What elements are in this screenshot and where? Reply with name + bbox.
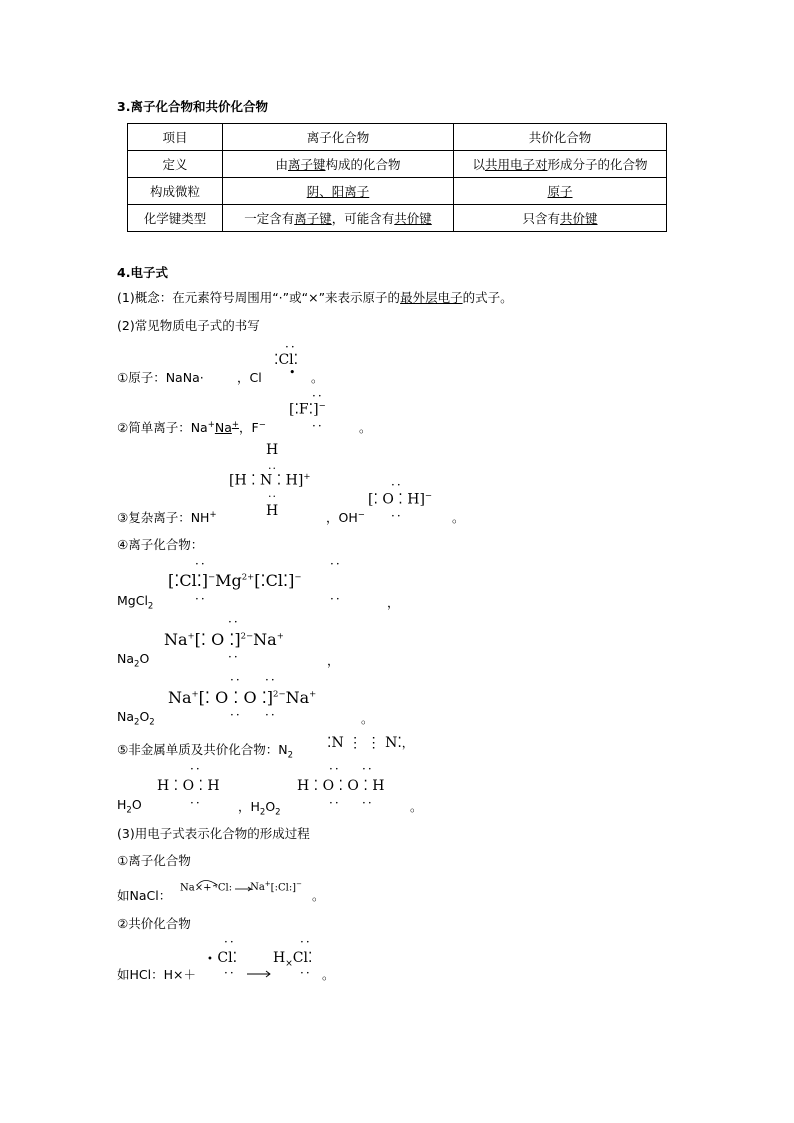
nh4-bottom-h: H [266, 503, 279, 519]
blank-answer: 最外层电子 [400, 290, 463, 305]
h2o2-label: ，$H_2O_2$ [238, 799, 281, 818]
table-row [128, 205, 667, 232]
na2o-formula: Na+[⁚ O ⁚]$^{2-}$Na+ [164, 630, 284, 649]
electron-dots: ·· [228, 615, 240, 629]
electron-dots: ·· [268, 490, 277, 503]
h2o-label: $H_2O$ [117, 797, 142, 816]
table-header: 共价化合物 [454, 124, 667, 151]
comma: ， [387, 595, 400, 610]
nacl-formation-text: Na×+ ·Cl: Na+[:Cl:]− [180, 880, 302, 894]
electron-dots: ·· [230, 708, 242, 722]
period: 。 [322, 967, 335, 982]
covalent-title: ⑤非金属单质及共价化合物：$N_2$ [117, 742, 293, 761]
comma: ， [327, 653, 340, 668]
mgcl2-label: MgCl$_2$ [117, 593, 154, 612]
electron-dots: ·· [329, 796, 341, 810]
simple-ion-label: ②简单离子：Na+Na+，F− [117, 419, 266, 435]
table-header: 项目 [128, 124, 223, 151]
electron-dots: ·· [195, 557, 207, 571]
electron-dots: ·· [362, 796, 374, 810]
table-cell [223, 178, 454, 205]
table-cell: 一定含有离子键，可能含有共价键 [223, 205, 454, 232]
electron-dots: ·· [230, 673, 242, 687]
hcl-formation-formula: • Cl⁚ [207, 950, 238, 966]
table-cell: 以共用电子对形成分子的化合物 [454, 151, 667, 178]
table-header-row [128, 124, 667, 151]
table-row [128, 151, 667, 178]
mgcl2-formula: $[⁚Cl⁚]^-Mg^{2+}[⁚Cl⁚]^-$ [168, 571, 302, 590]
row-label: 化学键类型 [128, 205, 223, 232]
blank-answer: 共价键 [560, 211, 598, 226]
electron-dot: • [289, 366, 296, 379]
row-label: 定义 [128, 151, 223, 178]
nacl-label: 如NaCl： [117, 888, 172, 903]
reaction-arrow-svg [246, 968, 272, 978]
electron-dots: ·· [329, 762, 341, 776]
electron-dots: ·· [391, 509, 403, 523]
na2o2-formula: Na+[⁚ O ⁚ O ⁚]$^{2-}$Na+ [168, 688, 317, 707]
period: 。 [312, 888, 325, 903]
electron-dots: ·· [265, 673, 277, 687]
electron-dots: ·· [330, 592, 342, 606]
nh4-formula: [H ⁚ N ⁚ H]+ [229, 472, 311, 489]
electron-dots: ·· [312, 389, 324, 403]
electron-dots: ·· [190, 762, 202, 776]
electron-dots: ·· [224, 966, 236, 980]
section4-title: 4.电子式 [117, 265, 168, 280]
period: 。 [361, 711, 374, 726]
reaction-arrow [246, 966, 272, 976]
blank-answer: Na [214, 420, 232, 435]
oh-label: ，OH− [326, 509, 365, 525]
electron-dots: ·· [228, 650, 240, 664]
electron-dots: ·· [265, 708, 277, 722]
table-cell: 只含有共价键 [454, 205, 667, 232]
electron-dots: ·· [268, 462, 277, 475]
blank-answer: 阴、阳离子 [306, 184, 370, 199]
nh4-top-h: H [266, 442, 279, 458]
table-cell [454, 178, 667, 205]
blank-answer: 离子键 [287, 157, 326, 172]
electron-dots: ·· [312, 419, 324, 433]
comparison-table [127, 123, 667, 232]
blank-answer: 原子 [547, 184, 573, 199]
table-header: 离子化合物 [223, 124, 454, 151]
oh-formula: [⁚ O ⁚ H]− [368, 491, 433, 508]
row-label: 构成微粒 [128, 178, 223, 205]
na2o-label: $Na_2O$ [117, 651, 150, 670]
electron-dots: ·· [224, 935, 236, 949]
electron-dots: ·· [195, 592, 207, 606]
common-formula-title: (2)常见物质电子式的书写 [117, 318, 260, 333]
table-cell: 由离子键构成的化合物 [223, 151, 454, 178]
period: 。 [359, 420, 372, 435]
electron-dots: ·· [391, 478, 403, 492]
period: 。 [452, 510, 465, 525]
hcl-label: 如HCl：H×＋ [117, 967, 196, 982]
section3-title: 3.离子化合物和共价化合物 [117, 99, 268, 114]
ionic-compound-title: ④离子化合物： [117, 537, 204, 552]
atom-line-label: ①原子：NaNa· [117, 370, 204, 385]
blank-answer: 共用电子对 [484, 157, 548, 172]
h2o2-formula: H ⁚ O ⁚ O ⁚ H [297, 778, 385, 794]
electron-dots: ·· [300, 966, 312, 980]
electron-dots: ·· [300, 935, 312, 949]
covalent-formation-title: ②共价化合物 [117, 916, 191, 931]
blank-answer: 离子键 [294, 211, 332, 226]
table-row [128, 178, 667, 205]
n2-formula: ⁚N ⋮ ⋮ N⁚， [327, 735, 414, 751]
cl-atom-formula: ⁚Cl⁚ [274, 352, 299, 368]
electron-dots: ·· [190, 796, 202, 810]
electron-dots: ·· [285, 340, 297, 354]
blank-answer: 共价键 [394, 211, 432, 226]
hcl-product-formula: $H_\times Cl⁚$ [273, 950, 313, 969]
period: 。 [311, 370, 324, 385]
na2o2-label: $Na_2O_2$ [117, 709, 155, 728]
f-ion-formula: [⁚F⁚]− [289, 401, 326, 418]
ionic-formation-title: ①离子化合物 [117, 853, 191, 868]
period: 。 [410, 799, 423, 814]
formation-title: (3)用电子式表示化合物的形成过程 [117, 826, 310, 841]
electron-dots: ·· [330, 557, 342, 571]
complex-ion-label: ③复杂离子：NH+ [117, 509, 217, 525]
atom-cl-label: ，Cl [237, 370, 262, 385]
electron-dots: ·· [362, 762, 374, 776]
h2o-formula: H ⁚ O ⁚ H [157, 778, 220, 794]
concept-line: (1)概念：在元素符号周围用“·”或“×”来表示原子的最外层电子的式子。 [117, 290, 513, 305]
